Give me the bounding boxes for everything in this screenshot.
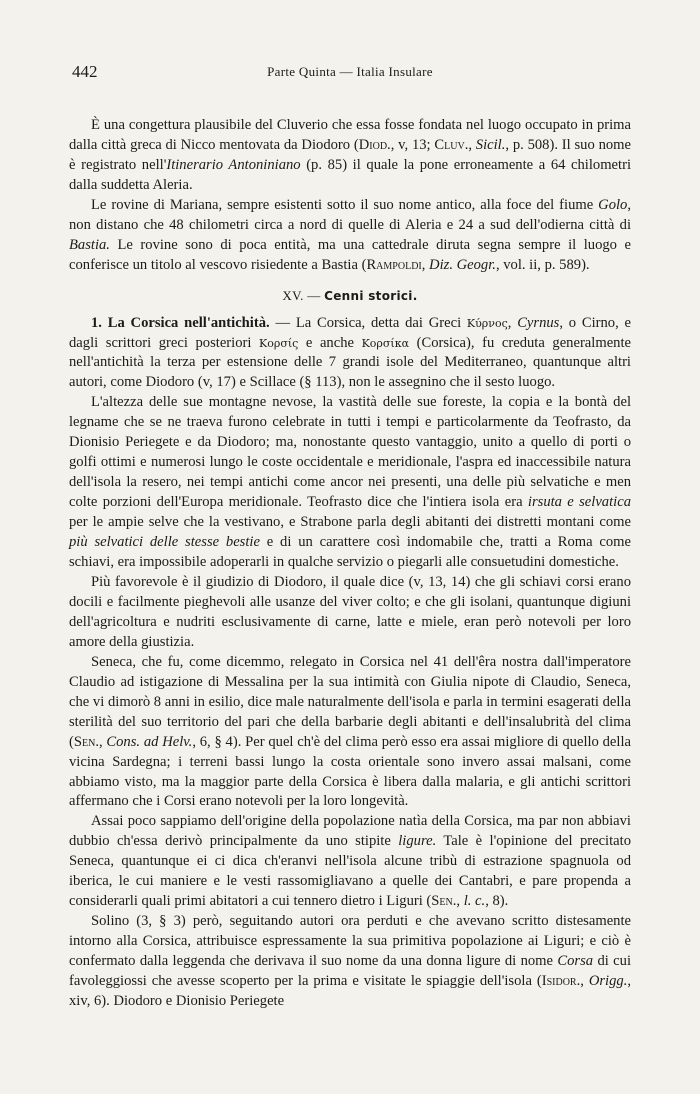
body-text [69,116,631,1012]
paragraph: Solino (3, § 3) però, seguitando autori ora perduti e che avevano scritto distesamente intorno alla Corsica, attribuisce espressamente la sua primitiva popolazione ai Liguri; e ciò è confermato dalla leggenda che derivava il suo nome da una donna ligure di nome Corsa di cui favoleggiossi che avesse scoperto per la prima e visitate le spiaggie dell'isola (Isidor., Origg., xiv, 6). Diodoro e Dionisio Periegete [69,913,632,1009]
section-numeral: XV. — [282,287,321,303]
paragraph: È una congettura plausibile del Cluverio che essa fosse fondata nel luogo occupato in prima dalla città greca di Nicco mentovata da Diodoro (Diod., v, 13; Cluv., Sicil., p. 508). Il suo nome è registrato nell'Itinerario Antoniniano (p. 85) il quale la pone erroneamente a 64 chilometri dalla suddetta Aleria. [69,117,632,193]
page-number: 442 [72,62,98,81]
paragraph: Le rovine di Mariana, sempre esistenti sotto il suo nome antico, alla foce del fiume Golo, non distano che 48 chilometri circa a nord di quelle di Aleria e 24 a sud dell'odierna città di Bastia. Le rovine sono di poca entità, ma una cattedrale diruta segna sempre il luogo e conferisce un titolo al vescovo risiedente a Bastia (Rampoldi, Diz. Geogr., vol. ii, p. 589). [69,196,631,273]
subsection-title: 1. La Corsica nell'antichità. [91,314,270,331]
page-header [72,62,628,86]
section-title: Cenni storici. [324,288,418,303]
running-title: Parte Quinta — Italia Insulare [267,64,433,79]
paragraph: 1. La Corsica nell'antichità. — La Corsica, detta dai Greci Κύρνος, Cyrnus, o Cirno, e dagli scrittori greci posteriori Κορσίς e anche Κορσίκα (Corsica), fu creduta generalmente nell'antichità la terza per estensione delle 7 grandi isole del Mediterraneo, quantunque altri autori, come Diodoro (v, 17) e Scillace (§ 113), non le assegnino che il sesto luogo. [69,314,631,391]
paragraph: Più favorevole è il giudizio di Diodoro, il quale dice (v, 13, 14) che gli schiavi corsi erano docili e facilmente pieghevoli alle usanze del viver colto; e che gli isolani, quantunque digiuni dell'agricoltura e nudriti esclusivamente di carne, latte e miele, eran però notevoli per loro amore della giustizia. [69,573,631,650]
paragraph: L'altezza delle sue montagne nevose, la vastità delle sue foreste, la copia e la bontà del legname che se ne traeva furono celebrate in tutti i tempi e particolarmente da Teofrasto, da Dionisio Periegete e da Diodoro; ma, nonostante questo vantaggio, unito a quello di porti o golfi ottimi e numerosi lungo le coste occidentale e meridionale, l'aspra ed inaccessibile natura dell'isola la resero, nei tempi antichi come ancor nei presenti, una delle più selvatiche e men colte porzioni dell'Europa meridionale. Teofrasto dice che l'intiera isola era irsuta e selvatica per le ampie selve che la vestivano, e Strabone parla degli abitanti dei distretti montani come più selvatici delle stesse bestie e di un carattere così indomabile che, tratti a Roma come schiavi, era impossibile adoperarli in qualche servizio o piegarli alle consuetudini domestiche. [69,394,631,571]
paragraph: Seneca, che fu, come dicemmo, relegato in Corsica nel 41 dell'êra nostra dall'imperatore Claudio ad istigazione di Messalina per la sua intimità con Giulia nipote di Claudio, Seneca, che vi dimorò 8 anni in esilio, dice male naturalmente dell'isola e parla in termini esagerati della sterilità del suo territorio del pari che della barbarie degli abitanti e dell'insalubrità del clima (Sen., Cons. ad Helv., 6, § 4). Per quel ch'è del clima però esso era assai migliore di quello della vicina Sardegna; i terreni bassi lungo la costa orientale sono invero assai malsani, come abbiamo visto, ma la maggior parte della Corsica è libera dalla malaria, e gli antichi scrittori affermano che i Corsi erano notevoli per la loro longevità. [69,653,631,810]
paragraph: Assai poco sappiamo dell'origine della popolazione natìa della Corsica, ma par non abbiavi dubbio ch'essa derivò principalmente da uno stipite ligure. Tale è l'opinione del precitato Seneca, quantunque ei ci dica ch'eranvi nell'isola alcune tribù di estrazione spagnuola od iberica, le cui maniere e le vesti rassomigliavano a quelle dei Cantabri, e pare propenda a considerarli quali primi abitatori a cui tennero dietro i Liguri (Sen., l. c., 8). [69,813,631,910]
section-heading [69,286,631,307]
